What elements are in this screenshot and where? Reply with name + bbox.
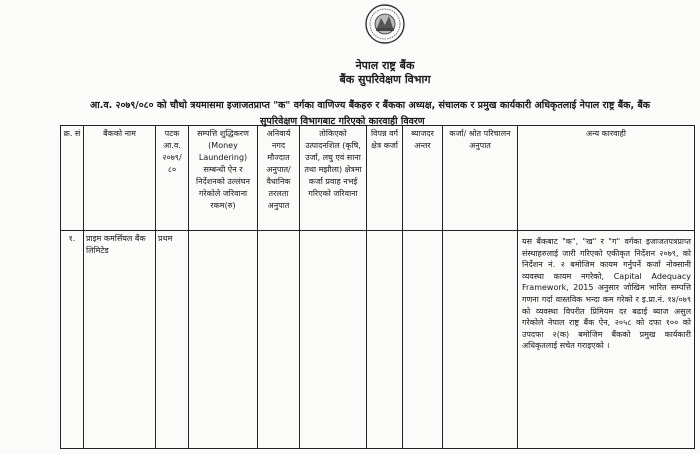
org-name: नेपाल राष्ट्र बैंक bbox=[355, 59, 415, 72]
col-header-occurrence: पटक आ.व. २०७९/ ८० bbox=[156, 126, 189, 231]
cell-deprived-sector bbox=[300, 231, 367, 449]
action-details-table bbox=[60, 125, 695, 449]
table-header-row bbox=[61, 126, 695, 231]
cell-other-actions: यस बैंकबाट "क", "ख" र "ग" वर्गका इजाजतपत्रप्राप्त संस्थाहरुलाई जारी गरिएको एकीकृत निर्देशन २०७९, को निर्देशन नं. २ बमोजिम कायम गर्नुपर्ने कर्जा नोक्सानी व्यवस्था कायम नगरेको, Capital Adequacy Framework, 2015 अनुसार जोखिम भारित सम्पत्ति गणना गर्दा वास्तविक भन्दा कम गरेको र इ.प्रा.नं. १४/०७९ को व्यवस्था विपरीत प्रिमियम दर बढाई ब्याज असुल गरेकोले नेपाल राष्ट्र बैंक ऐन, २०५८ को दफा १०० को उपदफा २(क) बमोजिम बैंकको प्रमुख कार्यकारी अधिकृतलाई सचेत गराइएको । bbox=[518, 231, 695, 449]
cell-liquidity bbox=[258, 231, 300, 449]
nrb-emblem-icon bbox=[364, 3, 406, 45]
report-title-line1: आ.व. २०७९/०८० को चौथो त्रयमासमा इजाजतप्राप्त "क" वर्गका वाणिज्य बैंकहरु र बैंकका अध्यक्ष, संचालक र प्रमुख कार्यकारी अधिकृतलाई नेपाल राष्ट्र बैंक, बैंक bbox=[90, 100, 651, 111]
cell-occurrence: प्रथम bbox=[156, 231, 189, 449]
cell-interest-spread bbox=[403, 231, 443, 449]
table-row bbox=[61, 231, 695, 449]
cell-deprived-class bbox=[367, 231, 403, 449]
col-header-bank-name: बैंकको नाम bbox=[84, 126, 156, 231]
report-title-line2: सुपरिवेक्षण विभागबाट गरिएको कारवाही विवरण bbox=[260, 116, 425, 127]
cell-money-laundering bbox=[189, 231, 258, 449]
col-header-money-laundering: सम्पत्ति शुद्धिकरण (Money Laundering) सम्बन्धी ऐन र निर्देशनको उल्लंघन गरेकोले जरिवाना रकम(रु) bbox=[189, 126, 258, 231]
col-header-credit-deposit: कर्जा/ श्रोत परिचालन अनुपात bbox=[443, 126, 518, 231]
col-header-sn: क्र. सं bbox=[61, 126, 84, 231]
cell-bank-name: प्राइम कमर्सियल बैंक लिमिटेड bbox=[84, 231, 156, 449]
col-header-other-actions: अन्य कारवाही bbox=[518, 126, 695, 231]
col-header-interest-spread: ब्याजदर अन्तर bbox=[403, 126, 443, 231]
col-header-deprived-class: विपन्न वर्ग क्षेत्र कर्जा bbox=[367, 126, 403, 231]
col-header-liquidity: अनिवार्य नगद मौज्दात अनुपात/ वैधानिक तरलता अनुपात bbox=[258, 126, 300, 231]
department-name: बैंक सुपरिवेक्षण विभाग bbox=[339, 73, 431, 86]
cell-credit-deposit bbox=[443, 231, 518, 449]
cell-sn: १. bbox=[61, 231, 84, 449]
col-header-deprived-sector: तोकिएको उत्पादनशिल (कृषि, उर्जा, लघु एवं साना तथा मझौला) क्षेत्रमा कर्जा प्रवाह नभई गरिएको जरिवाना bbox=[300, 126, 367, 231]
